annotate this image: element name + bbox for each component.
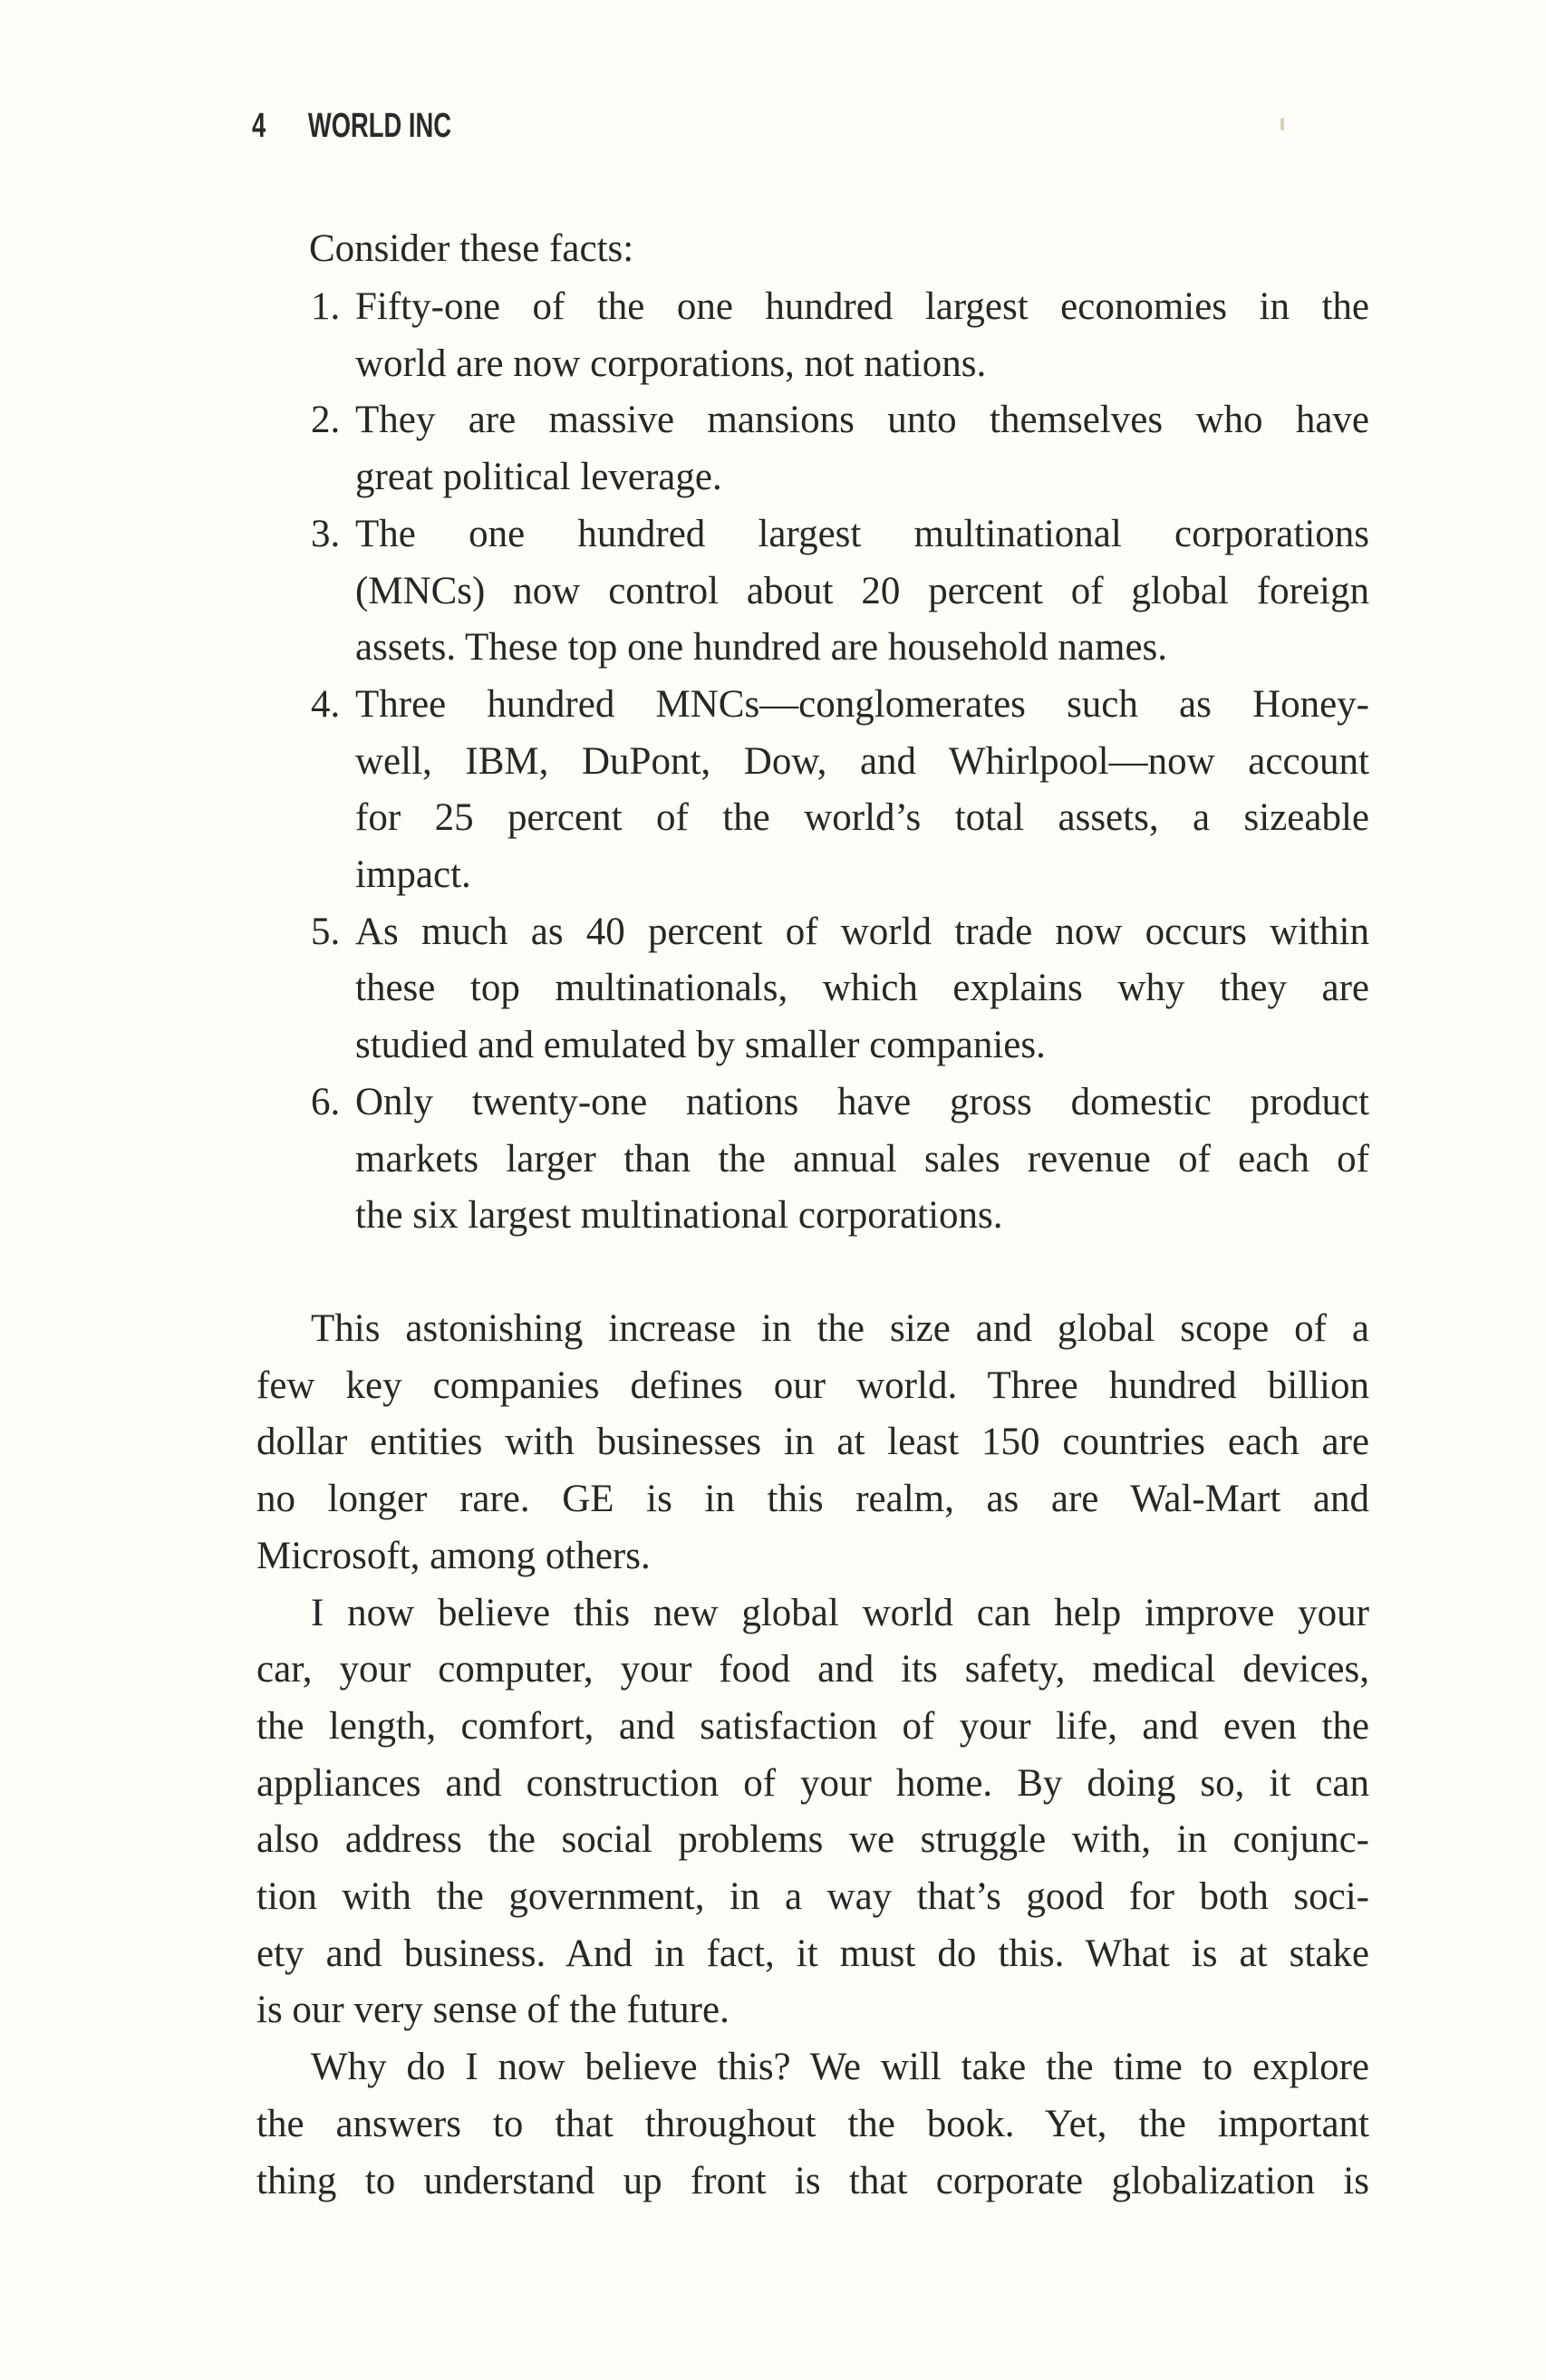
- fact-text-line: Only twenty-one nations have gross domestic product: [355, 1080, 1369, 1123]
- paragraph-line: thing to understand up front is that corporate globalization is: [256, 2159, 1369, 2202]
- fact-text-line: As much as 40 percent of world trade now occurs within: [355, 910, 1369, 953]
- paragraph-line: no longer rare. GE is in this realm, as are Wal-Mart and: [256, 1478, 1369, 1521]
- paragraph-line: car, your computer, your food and its safety, medical devices,: [256, 1648, 1369, 1691]
- paragraph-line: few key companies defines our world. Three hundred billion: [256, 1363, 1369, 1407]
- paragraph-line: is our very sense of the future.: [256, 1989, 730, 2032]
- fact-text-line: assets. These top one hundred are household names.: [355, 626, 1168, 670]
- fact-text-line: impact.: [355, 853, 471, 896]
- page-number: 4: [252, 107, 266, 145]
- fact-number: 1.: [311, 285, 341, 328]
- fact-number: 4.: [311, 682, 341, 726]
- fact-text-line: the six largest multinational corporations.: [355, 1194, 1003, 1238]
- fact-text-line: Fifty-one of the one hundred largest economies in the: [355, 285, 1369, 328]
- fact-text-line: well, IBM, DuPont, Dow, and Whirlpool—now account: [355, 739, 1369, 783]
- fact-text-line: for 25 percent of the world’s total assets, a sizeable: [355, 796, 1369, 840]
- fact-number: 3.: [311, 512, 341, 555]
- paragraph-line: the length, comfort, and satisfaction of your life, and even the: [256, 1704, 1369, 1748]
- fact-text-line: markets larger than the annual sales revenue of each of: [355, 1137, 1369, 1180]
- fact-text-line: They are massive mansions unto themselves who have: [355, 399, 1369, 442]
- paragraph-line: This astonishing increase in the size and global scope of a: [311, 1307, 1369, 1350]
- fact-text-line: The one hundred largest multinational corporations: [355, 512, 1369, 555]
- scan-speck: [1280, 118, 1284, 130]
- fact-text-line: Three hundred MNCs—conglomerates such as Honey-: [355, 682, 1369, 726]
- paragraph-line: Why do I now believe this? We will take the time to explore: [311, 2046, 1369, 2089]
- paragraph-line: appliances and construction of your home. By doing so, it can: [256, 1761, 1369, 1805]
- paragraph-line: the answers to that throughout the book. Yet, the important: [256, 2102, 1369, 2145]
- paragraph-line: I now believe this new global world can help improve your: [311, 1591, 1369, 1634]
- running-title: WORLD INC: [307, 107, 451, 145]
- fact-text-line: (MNCs) now control about 20 percent of global foreign: [355, 569, 1369, 612]
- fact-text-line: world are now corporations, not nations.: [355, 342, 987, 385]
- paragraph-line: also address the social problems we struggle with, in conjunc-: [256, 1818, 1369, 1862]
- page-header: [252, 107, 451, 146]
- fact-number: 2.: [311, 399, 341, 442]
- paragraph-line: Microsoft, among others.: [256, 1534, 651, 1577]
- fact-text-line: these top multinationals, which explains why they are: [355, 967, 1369, 1010]
- fact-number: 5.: [311, 910, 341, 953]
- paragraph-line: tion with the government, in a way that’s good for both soci-: [256, 1875, 1369, 1918]
- paragraph-line: dollar entities with businesses in at least 150 countries each are: [256, 1421, 1369, 1464]
- paragraph-line: ety and business. And in fact, it must do this. What is at stake: [256, 1932, 1369, 1975]
- fact-text-line: great political leverage.: [355, 456, 722, 499]
- fact-text-line: studied and emulated by smaller companies.: [355, 1024, 1046, 1067]
- fact-number: 6.: [311, 1080, 341, 1123]
- intro-line: Consider these facts:: [309, 227, 634, 270]
